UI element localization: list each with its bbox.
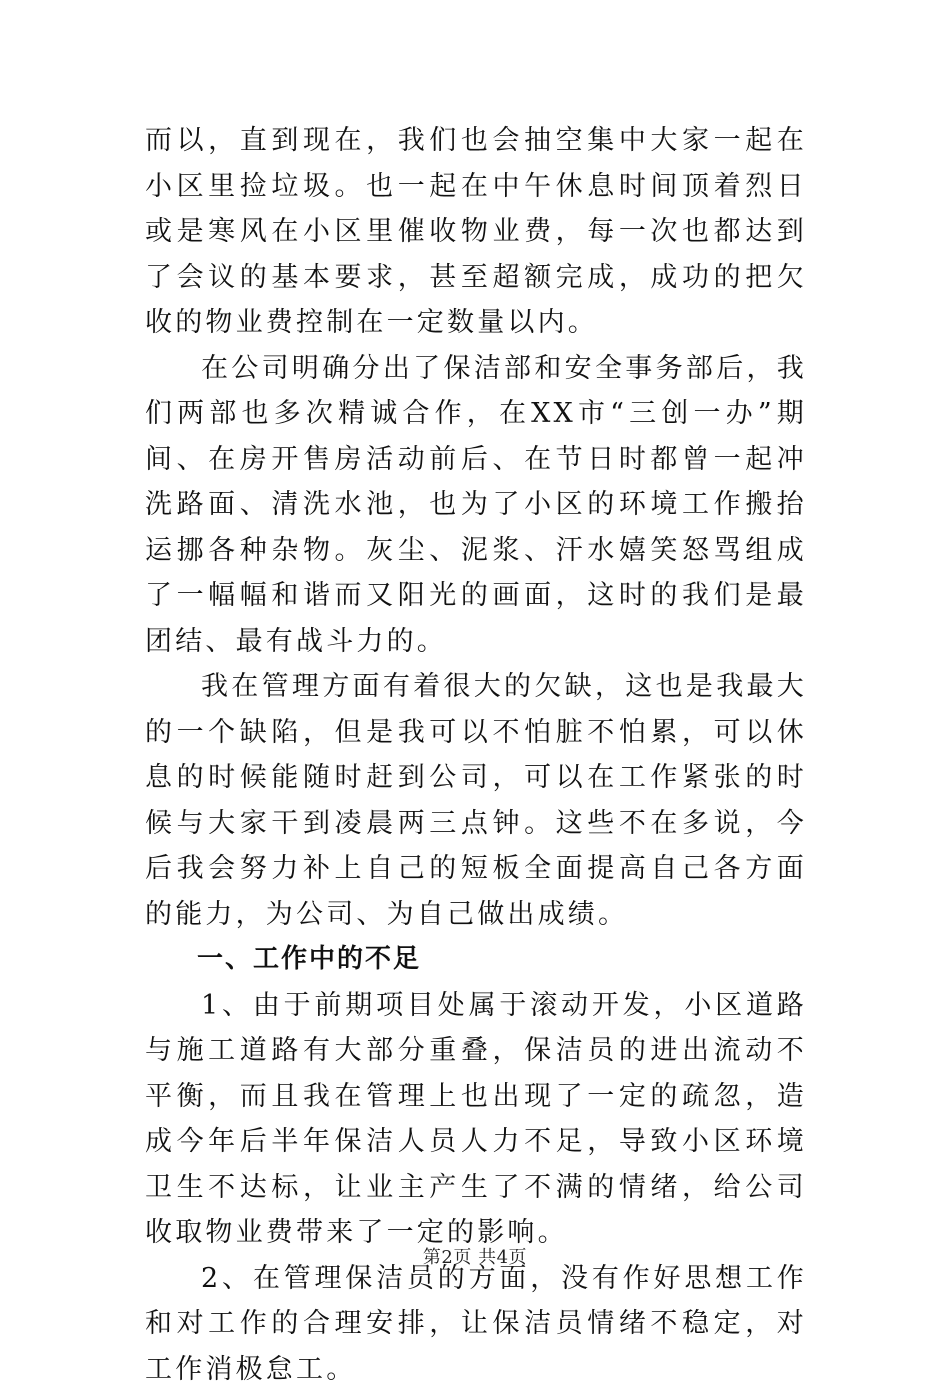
page-footer: 第2页 共4页 [0,1243,950,1269]
paragraph-management: 我在管理方面有着很大的欠缺，这也是我最大的一个缺陷，但是我可以不怕脏不怕累，可以休息的时候能随时赶到公司，可以在工作紧张的时候与大家干到凌晨两三点钟。这些不在多说，今后我会努力补上自己的短板全面提高自己各方面的能力，为公司、为自己做出成绩。 [145,664,807,937]
paragraph-shortcoming-2: 2、在管理保洁员的方面，没有作好思想工作和对工作的合理安排，让保洁员情绪不稳定，对工作消极怠工。 [145,1256,807,1392]
paragraph-continued: 而以，直到现在，我们也会抽空集中大家一起在小区里捡垃圾。也一起在中午休息时间顶着烈日或是寒风在小区里催收物业费，每一次也都达到了会议的基本要求，甚至超额完成，成功的把欠收的物业费控制在一定数量以内。 [145,118,807,346]
paragraph-cooperation: 在公司明确分出了保洁部和安全事务部后，我们两部也多次精诚合作，在XX市“三创一办”期间、在房开售房活动前后、在节日时都曾一起冲洗路面、清洗水池，也为了小区的环境工作搬抬运挪各种杂物。灰尘、泥浆、汗水嬉笑怒骂组成了一幅幅和谐而又阳光的画面，这时的我们是最团结、最有战斗力的。 [145,346,807,665]
section-heading: 一、工作中的不足 [145,937,807,983]
paragraph-shortcoming-1: 1、由于前期项目处属于滚动开发，小区道路与施工道路有大部分重叠，保洁员的进出流动不平衡，而且我在管理上也出现了一定的疏忽，造成今年后半年保洁人员人力不足，导致小区环境卫生不达标，让业主产生了不满的情绪，给公司收取物业费带来了一定的影响。 [145,983,807,1256]
document-body [145,118,807,1392]
